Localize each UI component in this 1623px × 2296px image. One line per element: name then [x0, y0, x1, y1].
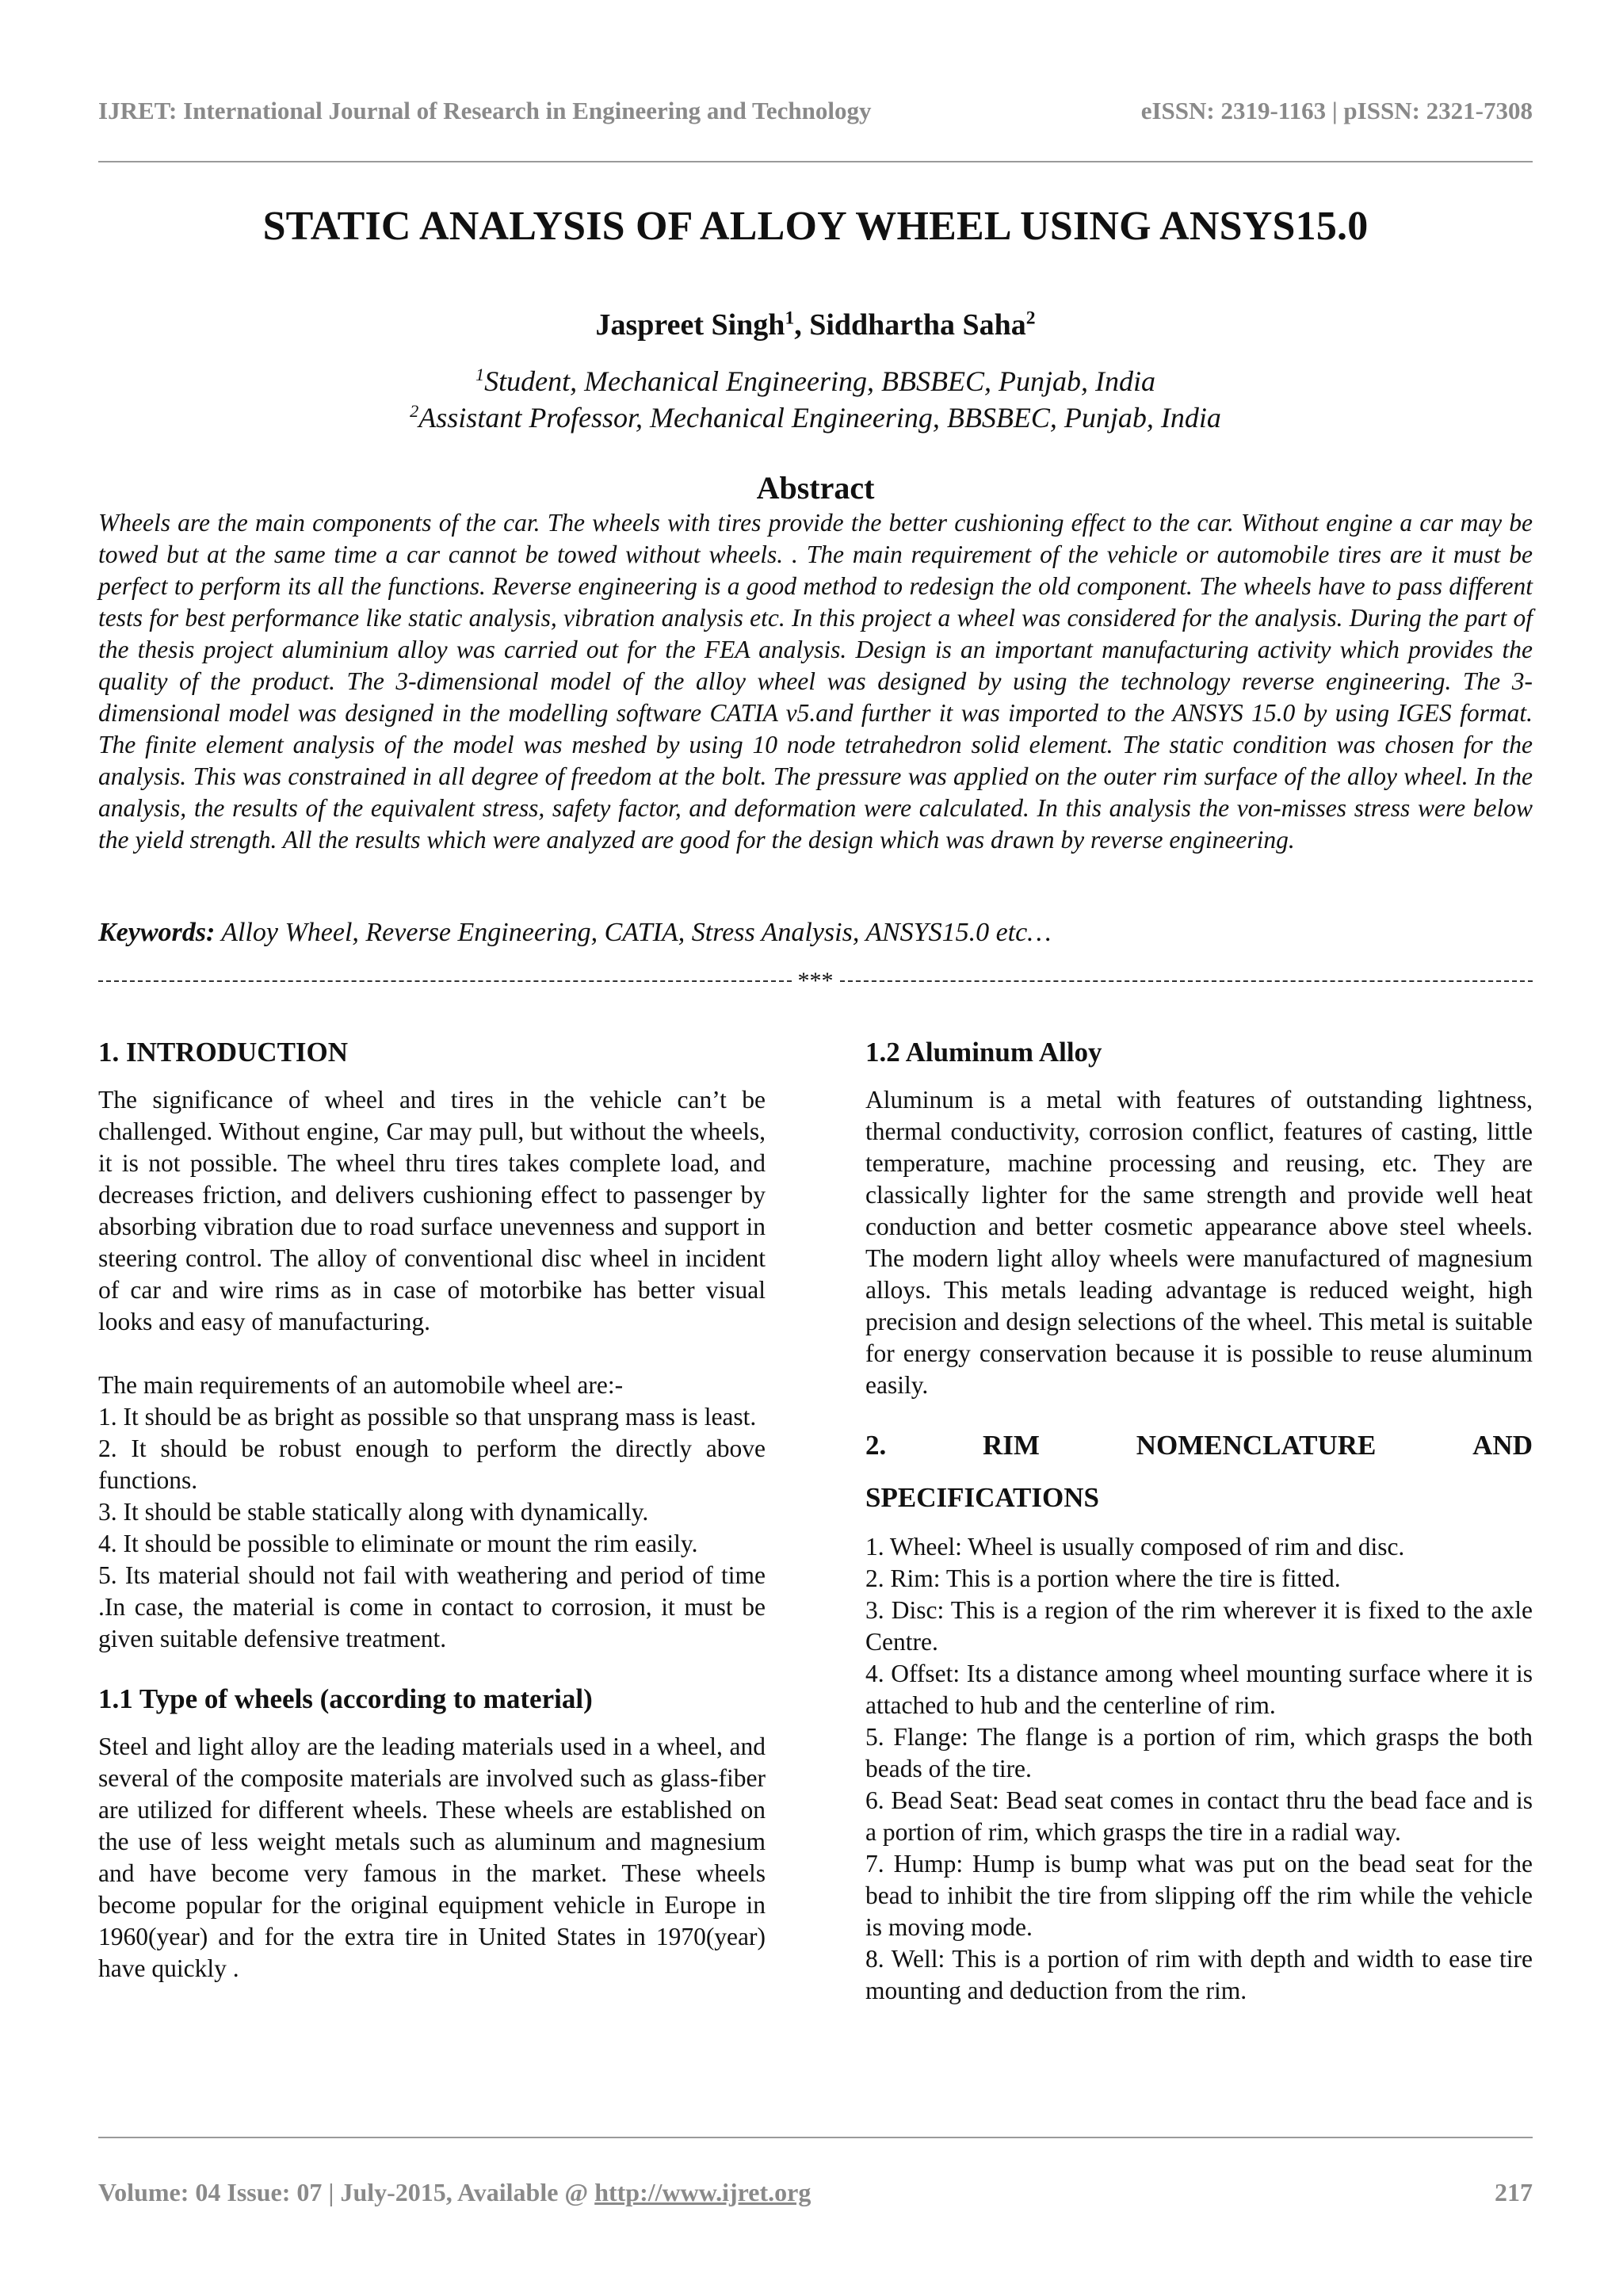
requirements-intro: The main requirements of an automobile wheel are:- [98, 1371, 624, 1399]
rim-list [865, 1531, 1533, 2007]
list-item: 3. It should be stable statically along with dynamically. [98, 1498, 649, 1526]
rim-heading-word: AND [1472, 1430, 1533, 1461]
list-item: 6. Bead Seat: Bead seat comes in contact thru the bead face and is a portion of rim, which grasps the tire in a radial way. [865, 1786, 1533, 1846]
author-1: Jaspreet Singh [595, 308, 785, 342]
list-item: 3. Disc: This is a region of the rim wherever it is fixed to the axle Centre. [865, 1596, 1533, 1656]
author-2: Siddhartha Saha [809, 308, 1026, 342]
rim-heading-line2: SPECIFICATIONS [865, 1482, 1099, 1513]
separator-dash-right [840, 980, 1533, 982]
keywords-label: Keywords: [98, 918, 216, 947]
right-column [865, 1035, 1533, 2007]
list-item: 5. Its material should not fail with weathering and period of time .In case, the material is come in contact to corrosion, it must be given suitable defensive treatment. [98, 1561, 766, 1652]
left-column [98, 1035, 766, 1985]
author-line [98, 308, 1533, 342]
list-item: 1. It should be as bright as possible so that unsprang mass is least. [98, 1403, 757, 1431]
journal-name: IJRET: International Journal of Research in Engineering and Technology [98, 97, 872, 124]
list-item: 2. Rim: This is a portion where the tire is fitted. [865, 1564, 1341, 1592]
affiliation-1-text: Student, Mechanical Engineering, BBSBEC, Punjab, India [484, 365, 1155, 397]
author-separator: , [794, 308, 810, 342]
footer-rule [98, 2137, 1533, 2138]
list-item: 5. Flange: The flange is a portion of rim, which grasps the both beads of the tire. [865, 1723, 1533, 1782]
aluminum-paragraph: Aluminum is a metal with features of outstanding lightness, thermal conductivity, corrosion conflict, features of casting, little temperature, machine processing and reusing, etc. They are classically lighter for the same strength and provide well heat conduction and better cosmetic appearance above steel wheels. The modern light alloy wheels were manufactured of magnesium alloys. This metals leading advantage is reduced weight, high precision and design selections of the wheel. This metal is suitable for energy conservation because it is possible to reuse aluminum easily. [865, 1086, 1533, 1399]
section-separator [98, 965, 1533, 997]
issn: eISSN: 2319-1163 | pISSN: 2321-7308 [1140, 97, 1533, 124]
list-item: 7. Hump: Hump is bump what was put on the bead seat for the bead to inhibit the tire from slipping off the rim while the vehicle is moving mode. [865, 1850, 1533, 1941]
author-1-sup: 1 [785, 308, 795, 329]
header-rule [98, 161, 1533, 162]
requirements-list [98, 1401, 766, 1655]
types-paragraph: Steel and light alloy are the leading materials used in a wheel, and several of the composite materials are involved such as glass-fiber are utilized for different wheels. These wheels are established on the use of less weight metals such as aluminum and magnesium and have become very famous in the market. These wheels become popular for the original equipment vehicle in Europe in 1960(year) and for the extra tire in United States in 1970(year) have quickly . [98, 1733, 766, 1982]
introduction-heading: 1. INTRODUCTION [98, 1037, 349, 1068]
journal-link[interactable]: http://www.ijret.org [594, 2178, 812, 2206]
affiliation-1 [98, 365, 1533, 398]
keywords [98, 918, 1533, 948]
footer-volume [98, 2178, 811, 2207]
affiliation-2 [98, 401, 1533, 434]
footer-volume-text: Volume: 04 Issue: 07 | July-2015, Available @ [98, 2178, 595, 2206]
paper-title: STATIC ANALYSIS OF ALLOY WHEEL USING ANSYS15.0 [262, 204, 1369, 249]
rim-heading-word: NOMENCLATURE [1136, 1430, 1377, 1461]
affiliation-2-sup: 2 [410, 401, 419, 421]
abstract-heading: Abstract [756, 470, 875, 506]
rim-heading-word: RIM [983, 1430, 1040, 1461]
aluminum-heading: 1.2 Aluminum Alloy [865, 1037, 1102, 1068]
affiliation-2-text: Assistant Professor, Mechanical Engineering, BBSBEC, Punjab, India [418, 402, 1221, 434]
separator-dash-left [98, 980, 792, 982]
running-header [98, 97, 1533, 125]
list-item: 4. It should be possible to eliminate or mount the rim easily. [98, 1530, 698, 1557]
separator-stars: *** [797, 968, 834, 994]
list-item: 8. Well: This is a portion of rim with depth and width to ease tire mounting and deduction from the rim. [865, 1945, 1533, 2004]
running-footer [98, 2178, 1533, 2207]
list-item: 1. Wheel: Wheel is usually composed of rim and disc. [865, 1533, 1405, 1561]
rim-heading-word: 2. [865, 1430, 887, 1461]
affiliation-1-sup: 1 [475, 365, 485, 384]
list-item: 4. Offset: Its a distance among wheel mounting surface where it is attached to hub and the centerline of rim. [865, 1660, 1533, 1719]
page-number: 217 [1495, 2178, 1533, 2206]
rim-heading [865, 1428, 1533, 1463]
types-heading: 1.1 Type of wheels (according to material) [98, 1683, 593, 1714]
introduction-paragraph: The significance of wheel and tires in the vehicle can’t be challenged. Without engine, Car may pull, but without the wheels, it is not possible. The wheel thru tires takes complete load, and decreases friction, and delivers cushioning effect to passenger by absorbing vibration due to road surface unevenness and support in steering control. The alloy of conventional disc wheel in incident of car and wire rims as in case of motorbike has better visual looks and easy of manufacturing. [98, 1086, 766, 1335]
list-item: 2. It should be robust enough to perform the directly above functions. [98, 1435, 766, 1494]
abstract-text: Wheels are the main components of the car. The wheels with tires provide the better cushioning effect to the car. Without engine a car may be towed but at the same time a car cannot be towed without wheels. . The main requirement of the vehicle or automobile tires are it must be perfect to perform its all the functions. Reverse engineering is a good method to redesign the old component. The wheels have to pass different tests for best performance like static analysis, vibration analysis etc. In this project a wheel was considered for the analysis. During the part of the thesis project aluminium alloy was carried out for the FEA analysis. Design is an important manufacturing activity which provides the quality of the product. The 3-dimensional model of the alloy wheel was designed by using the technology reverse engineering. The 3-dimensional model was designed in the modelling software CATIA v5.and further it was imported to the ANSYS 15.0 by using IGES format. The finite element analysis of the model was meshed by using 10 node tetrahedron solid element. The static condition was chosen for the analysis. This was constrained in all degree of freedom at the bolt. The pressure was applied on the outer rim surface of the alloy wheel. In the analysis, the results of the equivalent stress, safety factor, and deformation were calculated. In this analysis the von-misses stress were below the yield strength. All the results which were analyzed are good for the design which was drawn by reverse engineering. [98, 509, 1533, 854]
author-2-sup: 2 [1025, 308, 1036, 329]
keywords-text: Alloy Wheel, Reverse Engineering, CATIA, Stress Analysis, ANSYS15.0 etc… [215, 918, 1052, 947]
